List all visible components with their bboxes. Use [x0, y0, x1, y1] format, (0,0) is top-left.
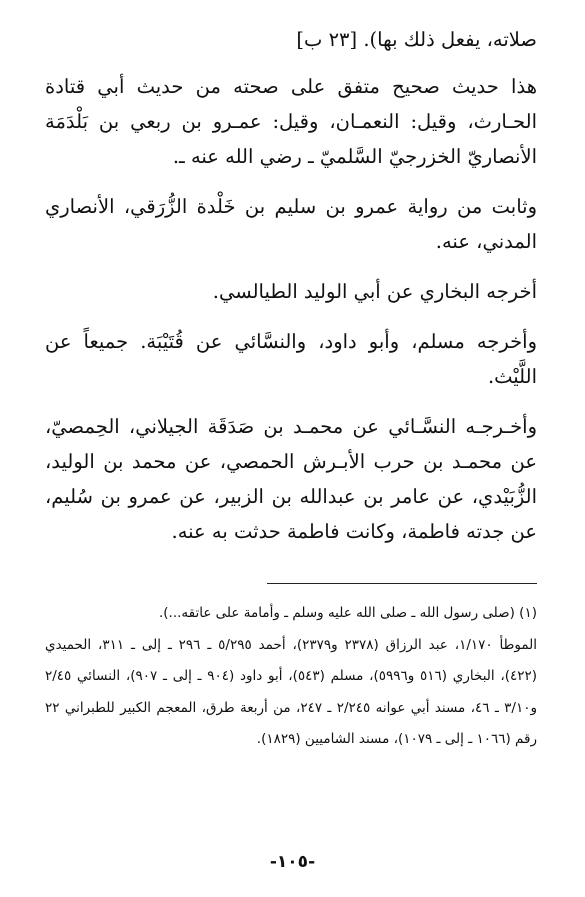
footnote-1-references: الموطأ ١/١٧٠، عبد الرزاق (٢٣٧٨ و٢٣٧٩)، أحمد ٥/٢٩٥ ـ ٢٩٦ ـ إلى ـ ٣١١، الحميدي (٤٢٢)، البخاري (٥١٦ و٥٩٩٦)، مسلم (٥٤٣)، أبو داود (٩٠٤ ـ إلى ـ ٩٠٧)، النسائي ٢/٤٥ و٣/١٠ ـ ٤٦، مسند أبي عوانه ٢/٢٤٥ ـ ٢٤٧، من أربعة طرق، المعجم الكبير للطبراني ٢٢ رقم (١٠٦٦ ـ إلى ـ ١٠٧٩)، مسند الشاميين (١٨٢٩). [45, 636, 538, 747]
page-number: -١٠٥- [269, 852, 316, 872]
footnote-1: (١) (صلى رسول الله ـ صلى الله عليه وسلم ـ وأمامة على عاتقه...). [158, 605, 537, 621]
main-text [45, 22, 537, 564]
paragraph-2: هذا حديث صحيح متفق على صحته من حديث أبي قتادة الحـارث، وقيل: النعمـان، وقيل: عمـرو بن ربعي بن بَلْدَمَة الأنصاريّ الخزرجيّ السَّلميّ ـ رضي الله عنه ـ. [45, 75, 537, 168]
paragraph-1: صلاته، يفعل ذلك بها). [٢٣ ب] [296, 28, 537, 51]
paragraph-5: وأخرجه مسلم، وأبو داود، والنسَّائي عن قُتَيْبَة. جميعاً عن اللَّيْث. [45, 330, 537, 388]
footnote-divider [267, 583, 537, 584]
paragraph-3: وثابت من رواية عمرو بن سليم بن خَلْدة الزُّرَقي، الأنصاري المدني، عنه. [45, 195, 537, 253]
paragraph-4: أخرجه البخاري عن أبي الوليد الطيالسي. [212, 280, 537, 303]
paragraph-6: وأخـرجـه النسَّـائي عن محمـد بن صَدَقَة الجيلاني، الحِمصيّ، عن محمـد بن حرب الأبـرش الحمصي، عن محمد بن الوليد، الزُّبَيْدي، عن عامر بن عبدالله بن الزبير، عن عمرو بن سُليم، عن جدته فاطمة، وكانت فاطمة حدثت به عنه. [45, 415, 537, 543]
footnotes [45, 598, 537, 756]
